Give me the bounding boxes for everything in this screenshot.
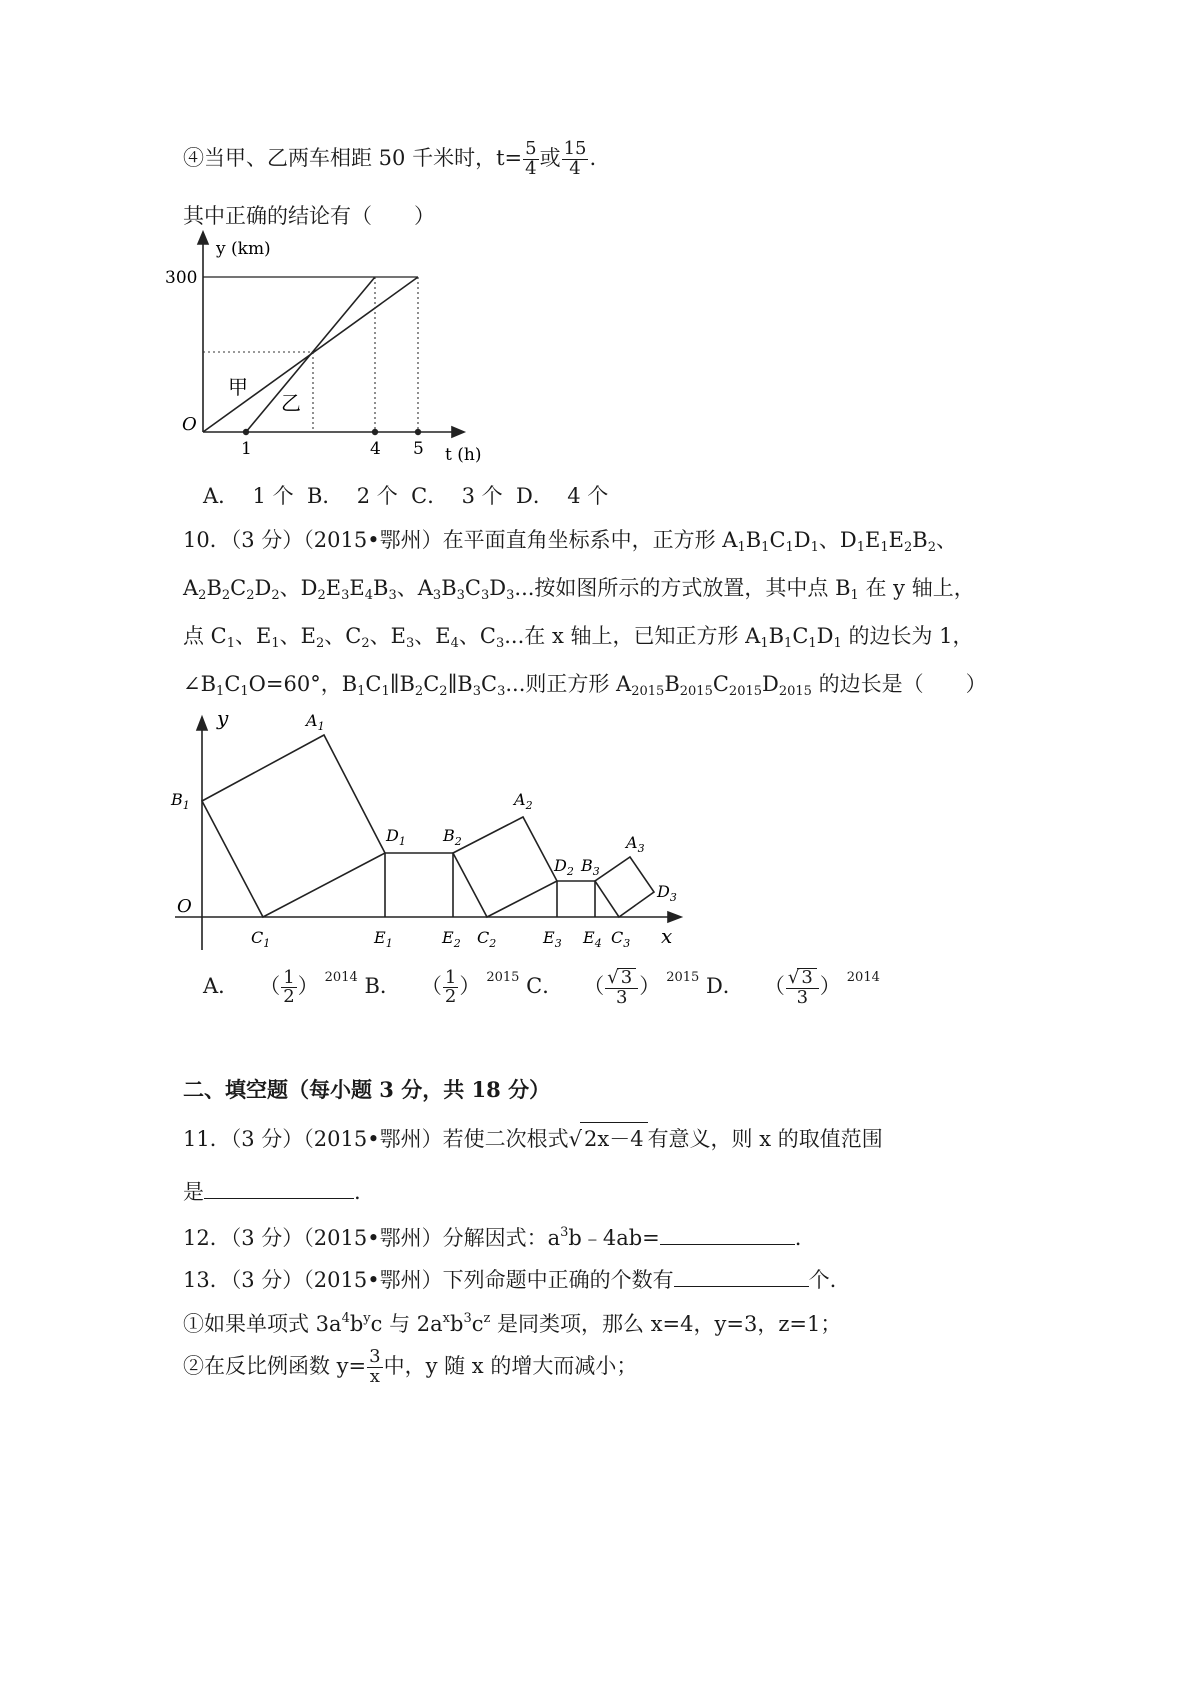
q12: 12．（3 分）（2015•鄂州）分解因式：$a^3b﹣4ab=$ . (183, 1225, 802, 1250)
section-heading: 二、填空题（每小题 3 分，共 18 分） (183, 1077, 551, 1102)
q11-line-1: 11．（3 分）（2015•鄂州）若使二次根式√2x－4 有意义，则 x 的取值范围 (183, 1122, 883, 1153)
fraction: $\frac{1}{2}$ (283, 966, 295, 1008)
label-b2: $B_2$ (443, 826, 462, 848)
q13-stem: 13．（3 分）（2015•鄂州）下列命题中正确的个数有 个. (183, 1268, 837, 1292)
x-tick: 1 (241, 439, 252, 459)
q10-line-3: 点 $C_1$、$E_1$、$E_2$、$C_2$、$E_3$、$E_4$、$C_3$...在 x 轴上，已知正方形 $A_1B_1C_1D_1$ 的边长为 1， (183, 624, 974, 651)
radicand: 2x－4 (580, 1122, 648, 1153)
q10-squares-diagram (165, 705, 705, 965)
label-e2: $E_2$ (442, 928, 461, 950)
q9-distance-time-graph (160, 230, 490, 470)
label-d2: $D_2$ (554, 856, 574, 878)
fraction: $\frac{√ 3}{3}$ (605, 968, 638, 1008)
line-label-jia: 甲 (228, 375, 248, 399)
label-c2: $C_2$ (477, 928, 497, 950)
option-d[interactable]: D． （ $\frac{√ 3}{3}$ ） $^{2014}$ (705, 967, 880, 1008)
line-label-yi: 乙 (281, 391, 301, 415)
label-d3: $D_3$ (657, 882, 677, 904)
option-a[interactable]: A． （ $\frac{1}{2}$ ） $^{2014}$ (203, 966, 358, 1008)
label-a2: $A_2$ (514, 790, 533, 812)
q10-options (203, 968, 880, 1008)
label-c1: $C_1$ (251, 928, 271, 950)
x-axis-label: x (661, 924, 673, 948)
fraction: $\frac{1}{2}$ (444, 966, 457, 1008)
option-c[interactable]: C． 3 个 (411, 484, 503, 508)
q10-line-2: $A_2B_2C_2D_2$、$D_2E_3E_4B_3$、$A_3B_3C_3D_3$...按如图所示的方式放置，其中点 $B_1$ 在 y 轴上， (183, 576, 975, 603)
fraction: $\frac{5}{4}$ (525, 138, 537, 179)
q10-line-4: $\angle B_1C_1O=60^\circ$，$B_1C_1\parallel B_2C_2\parallel B_3C_3$...则正方形 $A_{2015}B_{2015}C_{2015}D_{2015}$ 的边长是（ ） (183, 672, 987, 699)
origin-label: O (182, 414, 197, 435)
q9-options (203, 480, 608, 510)
q9-item-4: ④当甲、乙两车相距 50 千米时，t= $\frac{5}{4}$ 或 $\frac{15}{4}$ . (183, 138, 597, 179)
q13-item-1: ①如果单项式 $3a^4b^yc$ 与 $2a^xb^3c^z$ 是同类项，那么 x=4，y=3，z=1； (183, 1311, 842, 1336)
q13-item-2: ②在反比例函数 y= $\frac{3}{x}$ 中，y 随 x 的增大而减小； (183, 1346, 638, 1387)
answer-blank[interactable] (660, 1226, 795, 1245)
option-d[interactable]: D． 4 个 (515, 484, 609, 508)
answer-blank[interactable] (674, 1268, 809, 1287)
option-a[interactable]: A． 1 个 (203, 484, 294, 508)
option-b[interactable]: B． （ $\frac{1}{2}$ ） $^{2015}$ (364, 966, 520, 1008)
x-tick: 5 (413, 439, 424, 459)
origin-label: O (177, 896, 192, 917)
label-e3: $E_3$ (543, 928, 562, 950)
y-tick-300: 300 (165, 268, 198, 288)
label-b1: $B_1$ (171, 790, 190, 812)
y-axis-label: y (km) (216, 239, 271, 259)
q11-line-2: 是 . (183, 1180, 361, 1204)
option-b[interactable]: B． 2 个 (306, 484, 398, 508)
fraction: $\frac{3}{x}$ (369, 1346, 381, 1387)
option-c[interactable]: C． （ $\frac{√ 3}{3}$ ） $^{2015}$ (526, 967, 700, 1008)
q9-prompt: 其中正确的结论有（ ） (183, 204, 435, 228)
x-axis-label: t (h) (445, 445, 482, 465)
answer-blank[interactable] (204, 1180, 354, 1199)
label-b3: $B_3$ (581, 856, 600, 878)
y-axis-label: y (217, 706, 229, 730)
q10-line-1: 10．（3 分）（2015•鄂州）在平面直角坐标系中，正方形 $A_1B_1C_1D_1$、$D_1E_1E_2B_2$、 (183, 528, 958, 555)
x-tick: 4 (370, 439, 381, 459)
label-d1: $D_1$ (386, 826, 406, 848)
label-a3: $A_3$ (626, 833, 645, 855)
label-c3: $C_3$ (611, 928, 631, 950)
fraction: $\frac{15}{4}$ (563, 138, 587, 179)
fraction: $\frac{√ 3}{3}$ (786, 968, 819, 1008)
label-a1: $A_1$ (306, 711, 325, 733)
label-e4: $E_4$ (583, 928, 602, 950)
label-e1: $E_1$ (374, 928, 393, 950)
